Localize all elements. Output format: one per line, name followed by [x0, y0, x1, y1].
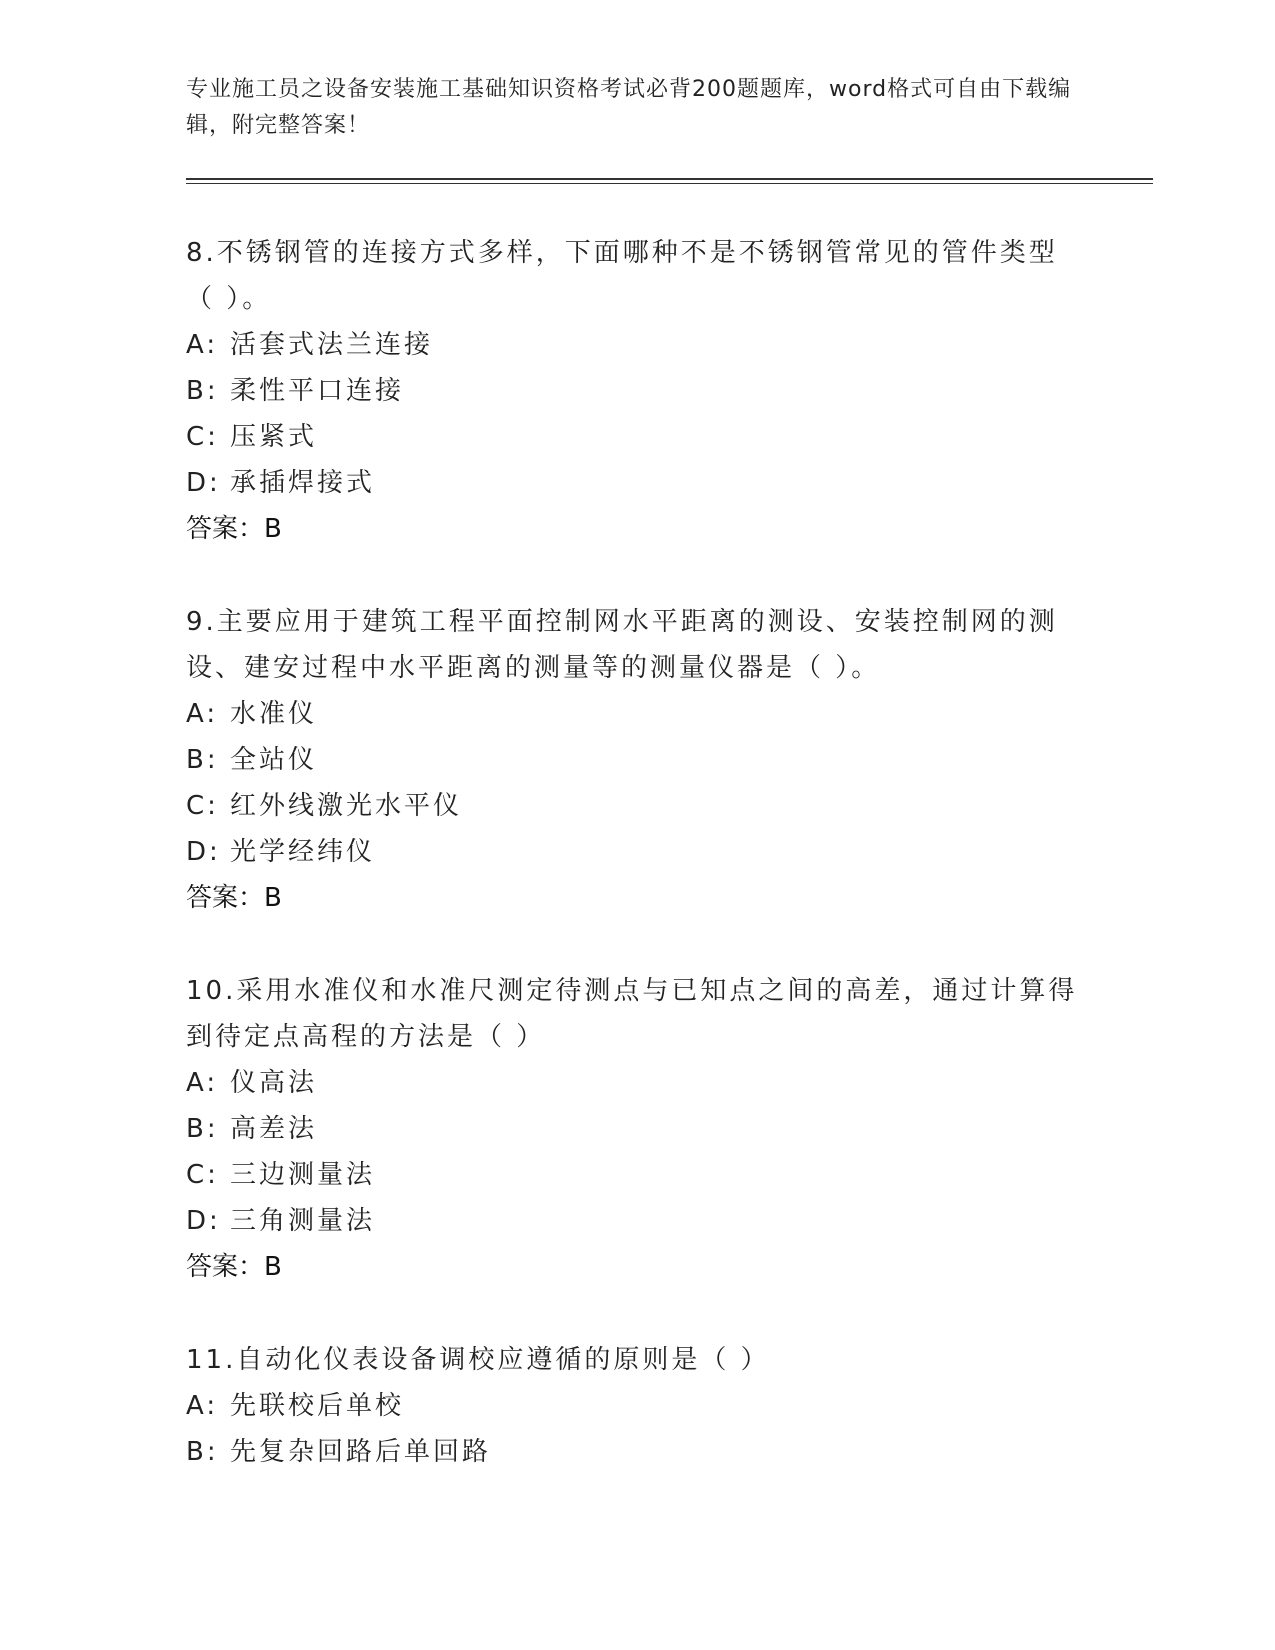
- question-text: 11.自动化仪表设备调校应遵循的原则是（ ）: [186, 1345, 770, 1375]
- option-d: [186, 1198, 1086, 1244]
- option-b: [186, 1106, 1086, 1152]
- question-spacer: [186, 921, 1086, 968]
- answer-line: 答案：B: [186, 1252, 282, 1282]
- question-list: [186, 230, 1086, 1475]
- option-letter: B:: [186, 376, 219, 406]
- option-a: [186, 1060, 1086, 1106]
- question-spacer: [186, 1290, 1086, 1337]
- question-9: [186, 599, 1086, 921]
- option-text: 先复杂回路后单回路: [230, 1437, 492, 1467]
- option-d: [186, 460, 1086, 506]
- question-10: [186, 968, 1086, 1290]
- header-divider-thick: [186, 178, 1153, 180]
- answer-line: 答案：B: [186, 883, 282, 913]
- question-text: 9.主要应用于建筑工程平面控制网水平距离的测设、安装控制网的测设、建安过程中水平距离的测量等的测量仪器是（ ）。: [186, 607, 1058, 683]
- document-header: 专业施工员之设备安装施工基础知识资格考试必背200题题库，word格式可自由下载编辑，附完整答案！: [186, 77, 1072, 138]
- option-letter: B:: [186, 1114, 219, 1144]
- option-a: [186, 691, 1086, 737]
- option-letter: D:: [186, 468, 221, 498]
- option-b: [186, 368, 1086, 414]
- option-text: 先联校后单校: [230, 1391, 405, 1421]
- option-text: 仪高法: [230, 1068, 318, 1098]
- option-text: 柔性平口连接: [230, 376, 405, 406]
- option-text: 压紧式: [230, 422, 318, 452]
- option-text: 光学经纬仪: [230, 837, 376, 867]
- option-text: 活套式法兰连接: [230, 330, 434, 360]
- option-letter: B:: [186, 745, 219, 775]
- option-letter: A:: [186, 330, 219, 360]
- option-letter: C:: [186, 422, 219, 452]
- question-text: 8.不锈钢管的连接方式多样，下面哪种不是不锈钢管常见的管件类型（ ）。: [186, 238, 1058, 314]
- option-c: [186, 783, 1086, 829]
- option-a: [186, 322, 1086, 368]
- question-spacer: [186, 552, 1086, 599]
- header-divider-thin: [186, 183, 1153, 184]
- option-b: [186, 1429, 1086, 1475]
- option-text: 全站仪: [230, 745, 318, 775]
- option-letter: C:: [186, 1160, 219, 1190]
- option-letter: D:: [186, 1206, 221, 1236]
- option-a: [186, 1383, 1086, 1429]
- question-8: [186, 230, 1086, 552]
- option-text: 三角测量法: [230, 1206, 376, 1236]
- question-11: [186, 1337, 1086, 1475]
- option-text: 红外线激光水平仪: [230, 791, 463, 821]
- option-letter: C:: [186, 791, 219, 821]
- option-d: [186, 829, 1086, 875]
- option-text: 高差法: [230, 1114, 318, 1144]
- option-letter: A:: [186, 1391, 219, 1421]
- option-text: 水准仪: [230, 699, 318, 729]
- option-letter: A:: [186, 699, 219, 729]
- option-c: [186, 1152, 1086, 1198]
- option-b: [186, 737, 1086, 783]
- answer-line: 答案：B: [186, 514, 282, 544]
- question-text: 10.采用水准仪和水准尺测定待测点与已知点之间的高差，通过计算得到待定点高程的方法是（ ）: [186, 976, 1078, 1052]
- option-letter: B:: [186, 1437, 219, 1467]
- option-text: 承插焊接式: [230, 468, 376, 498]
- option-letter: D:: [186, 837, 221, 867]
- option-letter: A:: [186, 1068, 219, 1098]
- option-text: 三边测量法: [230, 1160, 376, 1190]
- option-c: [186, 414, 1086, 460]
